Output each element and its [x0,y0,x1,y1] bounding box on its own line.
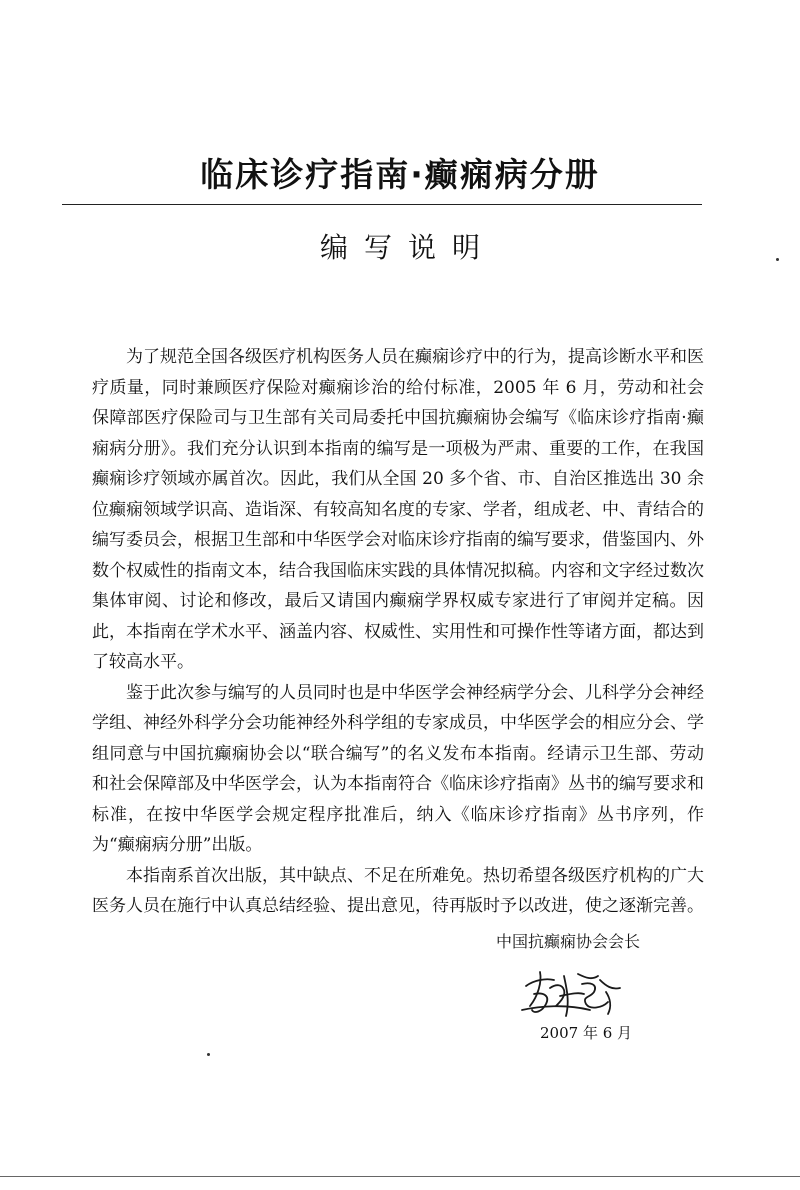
scan-speck [776,258,779,261]
paragraph-1: 为了规范全国各级医疗机构医务人员在癫痫诊疗中的行为，提高诊断水平和医疗质量，同时兼顾医疗保险对癫痫诊治的给付标准，2005 年 6 月，劳动和社会保障部医疗保险司与卫生部有关司局委托中国抗癫痫协会编写《临床诊疗指南·癫痫病分册》。我们充分认识到本指南的编写是一项极为严肃、重要的工作，在我国癫痫诊疗领域亦属首次。因此，我们从全国 20 多个省、市、自治区推选出 30 余位癫痫领域学识高、造诣深、有较高知名度的专家、学者，组成老、中、青结合的编写委员会，根据卫生部和中华医学会对临床诊疗指南的编写要求，借鉴国内、外数个权威性的指南文本，结合我国临床实践的具体情况拟稿。内容和文字经过数次集体审阅、讨论和修改，最后又请国内癫痫学界权威专家进行了审阅并定稿。因此，本指南在学术水平、涵盖内容、权威性、实用性和可操作性等诸方面，都达到了较高水平。 [92,347,704,672]
signature-date: 2007 年 6 月 [540,1024,633,1042]
paragraph-3: 本指南系首次出版，其中缺点、不足在所难免。热切希望各级医疗机构的广大医务人员在施行中认真总结经验、提出意见，待再版时予以改进，使之逐渐完善。 [92,865,704,916]
paragraph-2: 鉴于此次参与编写的人员同时也是中华医学会神经病学分会、儿科学分会神经学组、神经外科学分会功能神经外科学组的专家成员，中华医学会的相应分会、学组同意与中国抗癫痫协会以“联合编写”的名义发布本指南。经请示卫生部、劳动和社会保障部及中华医学会，认为本指南符合《临床诊疗指南》丛书的编写要求和标准，在按中华医学会规定程序批准后，纳入《临床诊疗指南》丛书序列，作为“癫痫病分册”出版。 [92,682,704,855]
page-title: 临床诊疗指南·癫痫病分册 [200,155,600,194]
scan-speck [207,1053,210,1056]
scan-edge-line [0,1176,800,1177]
title-divider [62,204,702,205]
section-heading: 编写说明 [319,231,496,264]
handwritten-signature [520,966,630,1022]
body-text [92,342,704,922]
signatory-title: 中国抗癫痫协会会长 [496,932,641,951]
